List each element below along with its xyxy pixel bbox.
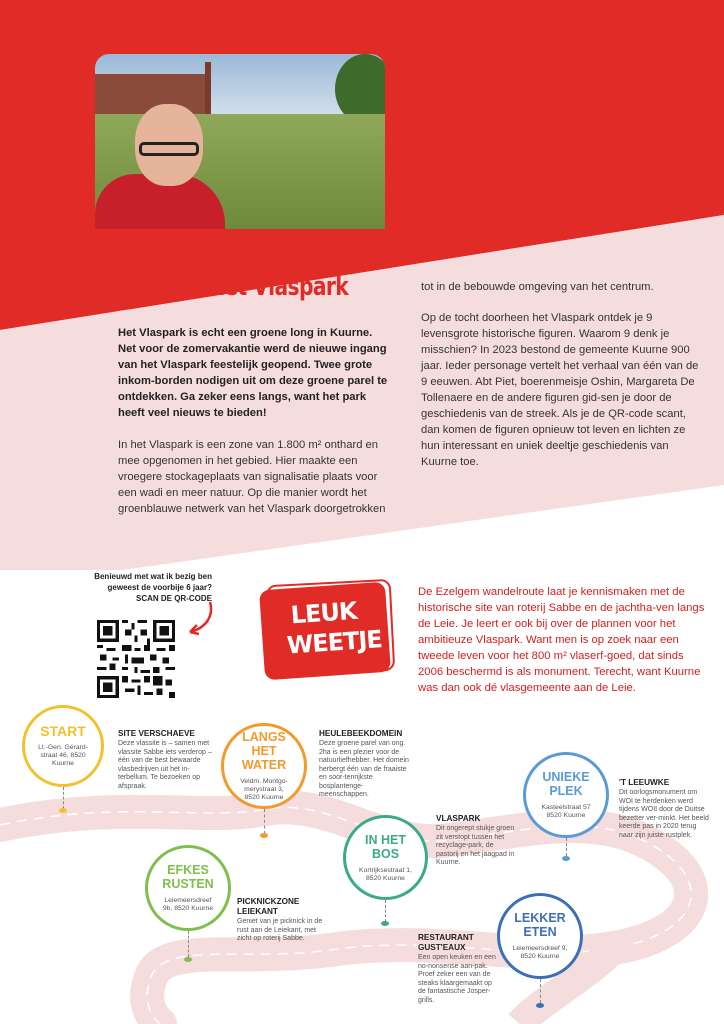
info-leeuwke-title: 'T LEEUWKE <box>619 778 670 787</box>
article-lead: Het Vlaspark is echt een groene long in Kuurne. Net voor de zomervakantie werd de nieuwe ingang van het Vlaspark feestelijk geopend. Twee grote inkom-borden nodigen uit om deze groene parel te ontdekken. Ga zeker eens langs, want het park heeft veel nieuws te bieden! <box>118 327 388 419</box>
pin-bos-address: Kortrijksestraat 1, 8520 Kuurne <box>359 866 412 882</box>
pin-water-title: LANGS HET WATER <box>241 730 287 772</box>
info-heule-text: Deze groene parel van ong. 2ha is een plezier voor de natuurliefhebber. Het domein herbergt één van de fraaiste en soor-tenrijkste bosplantenge-meenschappen. <box>319 740 409 798</box>
info-vlaspark-text: Dit ongerept stukje groen zit verstopt tussen het recyclage-park, de pastorij en het jaagpad in Kuurne. <box>436 825 515 866</box>
headline-line-2: Kuurne: het Vlaspark <box>118 272 349 302</box>
info-resto-title: RESTAURANT GUST'EAUX <box>418 933 474 952</box>
portrait-photo <box>95 54 385 229</box>
article-body-1: In het Vlaspark is een zone van 1.800 m² onthard en mee opgenomen in het gebied. Hier maakte een vroegere stockageplaats van signalisatie plaats voor een wadi en meer natuur. Op die manier wordt het groenblauwe netwerk van het Vlaspark doorgetrokken <box>118 439 386 515</box>
leuk-weetje-badge <box>258 580 398 678</box>
info-picknickzone <box>237 897 327 944</box>
info-restaurant <box>418 933 500 1005</box>
qr-cta: SCAN DE QR-CODE <box>135 594 212 603</box>
pin-efkes-rusten[interactable] <box>145 845 231 931</box>
article-body-2: tot in de bebouwde omgeving van het centrum. <box>421 281 654 293</box>
headline-line-1: Groene long in centrum <box>118 238 375 268</box>
pin-langs-het-water[interactable] <box>221 723 307 809</box>
info-t-leeuwke <box>619 778 711 840</box>
qr-question: Benieuwd met wat ik bezig ben geweest de voorbije 6 jaar? <box>94 572 212 592</box>
article-headline <box>118 236 375 304</box>
info-site-verschaeve-title: SITE VERSCHAEVE <box>118 729 195 738</box>
info-resto-text: Een open keuken en een no-nonsense aan-pak. Proef zeker een van de steaks klaargemaakt op de fantastische Josper-grills. <box>418 954 496 1004</box>
info-picknick-text: Geniet van je picknick in de rust aan de Leiekant, met zicht op roterij Sabbe. <box>237 918 323 942</box>
info-heule-title: HEULEBEEKDOMEIN <box>319 729 403 738</box>
pin-start-title: START <box>40 723 86 739</box>
badge-line-1: LEUK <box>289 596 358 630</box>
pin-start-address: Lt.-Gen. Gérard-straat 46, 8520 Kuurne <box>38 744 88 767</box>
pin-uniek-title: UNIEKE PLEK <box>542 770 590 798</box>
info-vlaspark-title: VLASPARK <box>436 814 481 823</box>
pin-uniek-address: Kasteelstraat 57 8520 Kuurne <box>541 804 591 819</box>
pin-efkes-title: EFKES RUSTEN <box>162 863 214 891</box>
pin-unieke-plek[interactable] <box>523 752 609 838</box>
pin-start[interactable] <box>22 705 104 787</box>
pin-in-het-bos[interactable] <box>343 815 428 900</box>
pin-lekker-eten[interactable] <box>497 893 583 979</box>
info-picknick-title: PICKNICKZONE LEIEKANT <box>237 897 300 916</box>
article-body-3: Op de tocht doorheen het Vlaspark ontdek je 9 levensgrote historische figuren. Waarom 9 denk je misschien? In 2023 bestond de gemeente Kuurne 900 jaar. Ieder personage vertelt het verhaal van één van de 9 eeuwen. Abt Piet, boerenmeisje Oshin, Margareta De Tollenaere en de andere figuren gid-sen je door de geschiedenis van de streek. Als je de QR-code scant, dan komen de figuren opnieuw tot leven en lichten ze hun interessant en uniek deeltje geschiedenis van Kuurne toe. <box>421 312 699 468</box>
info-site-verschaeve-text: Deze vlassite is – samen met vlassite Sabbe iets verderop – één van de best bewaarde vlasbedrijven uit het in-terbellum. Te bezoeken op afspraak. <box>118 740 212 790</box>
qr-code[interactable] <box>97 620 175 698</box>
pin-eten-title: LEKKER ETEN <box>514 911 566 939</box>
info-heulebeekdomein <box>319 729 409 800</box>
pin-efkes-address: Leiemeersdreef 9b, 8520 Kuurne <box>162 897 214 912</box>
info-vlaspark <box>436 814 518 868</box>
badge-line-2: WEETJE <box>285 625 383 660</box>
info-site-verschaeve <box>118 729 213 791</box>
leuk-weetje-text: De Ezelgem wandelroute laat je kennismaken met de historische site van roterij Sabbe en de jachtha-ven langs de Leie. Je leert er ook bij over de plannen voor het ambitieuze Vlaspark. Want men is op zoek naar een tweede leven voor het 800 m² vlaserf-goed, dat sinds 2006 beschermd is als monument. Terecht, want Kuurne was dan ook dé vlasgemeente aan de Leie. <box>418 586 705 694</box>
pin-eten-address: Leiemeersdreef 9, 8520 Kuurne <box>512 945 568 960</box>
info-leeuwke-text: Dit oorlogsmonument om WOI te herdenken werd tijdens WOII door de Duitse bezetter ver-minkt. Het beeld keerde pas in 2020 terug naar zijn juiste rustplek. <box>619 789 709 839</box>
pin-bos-title: IN HET BOS <box>365 832 406 861</box>
pin-water-address: Veldm. Montgo-merystraat 3, 8520 Kuurne <box>240 778 288 801</box>
arrow-icon <box>180 598 220 638</box>
